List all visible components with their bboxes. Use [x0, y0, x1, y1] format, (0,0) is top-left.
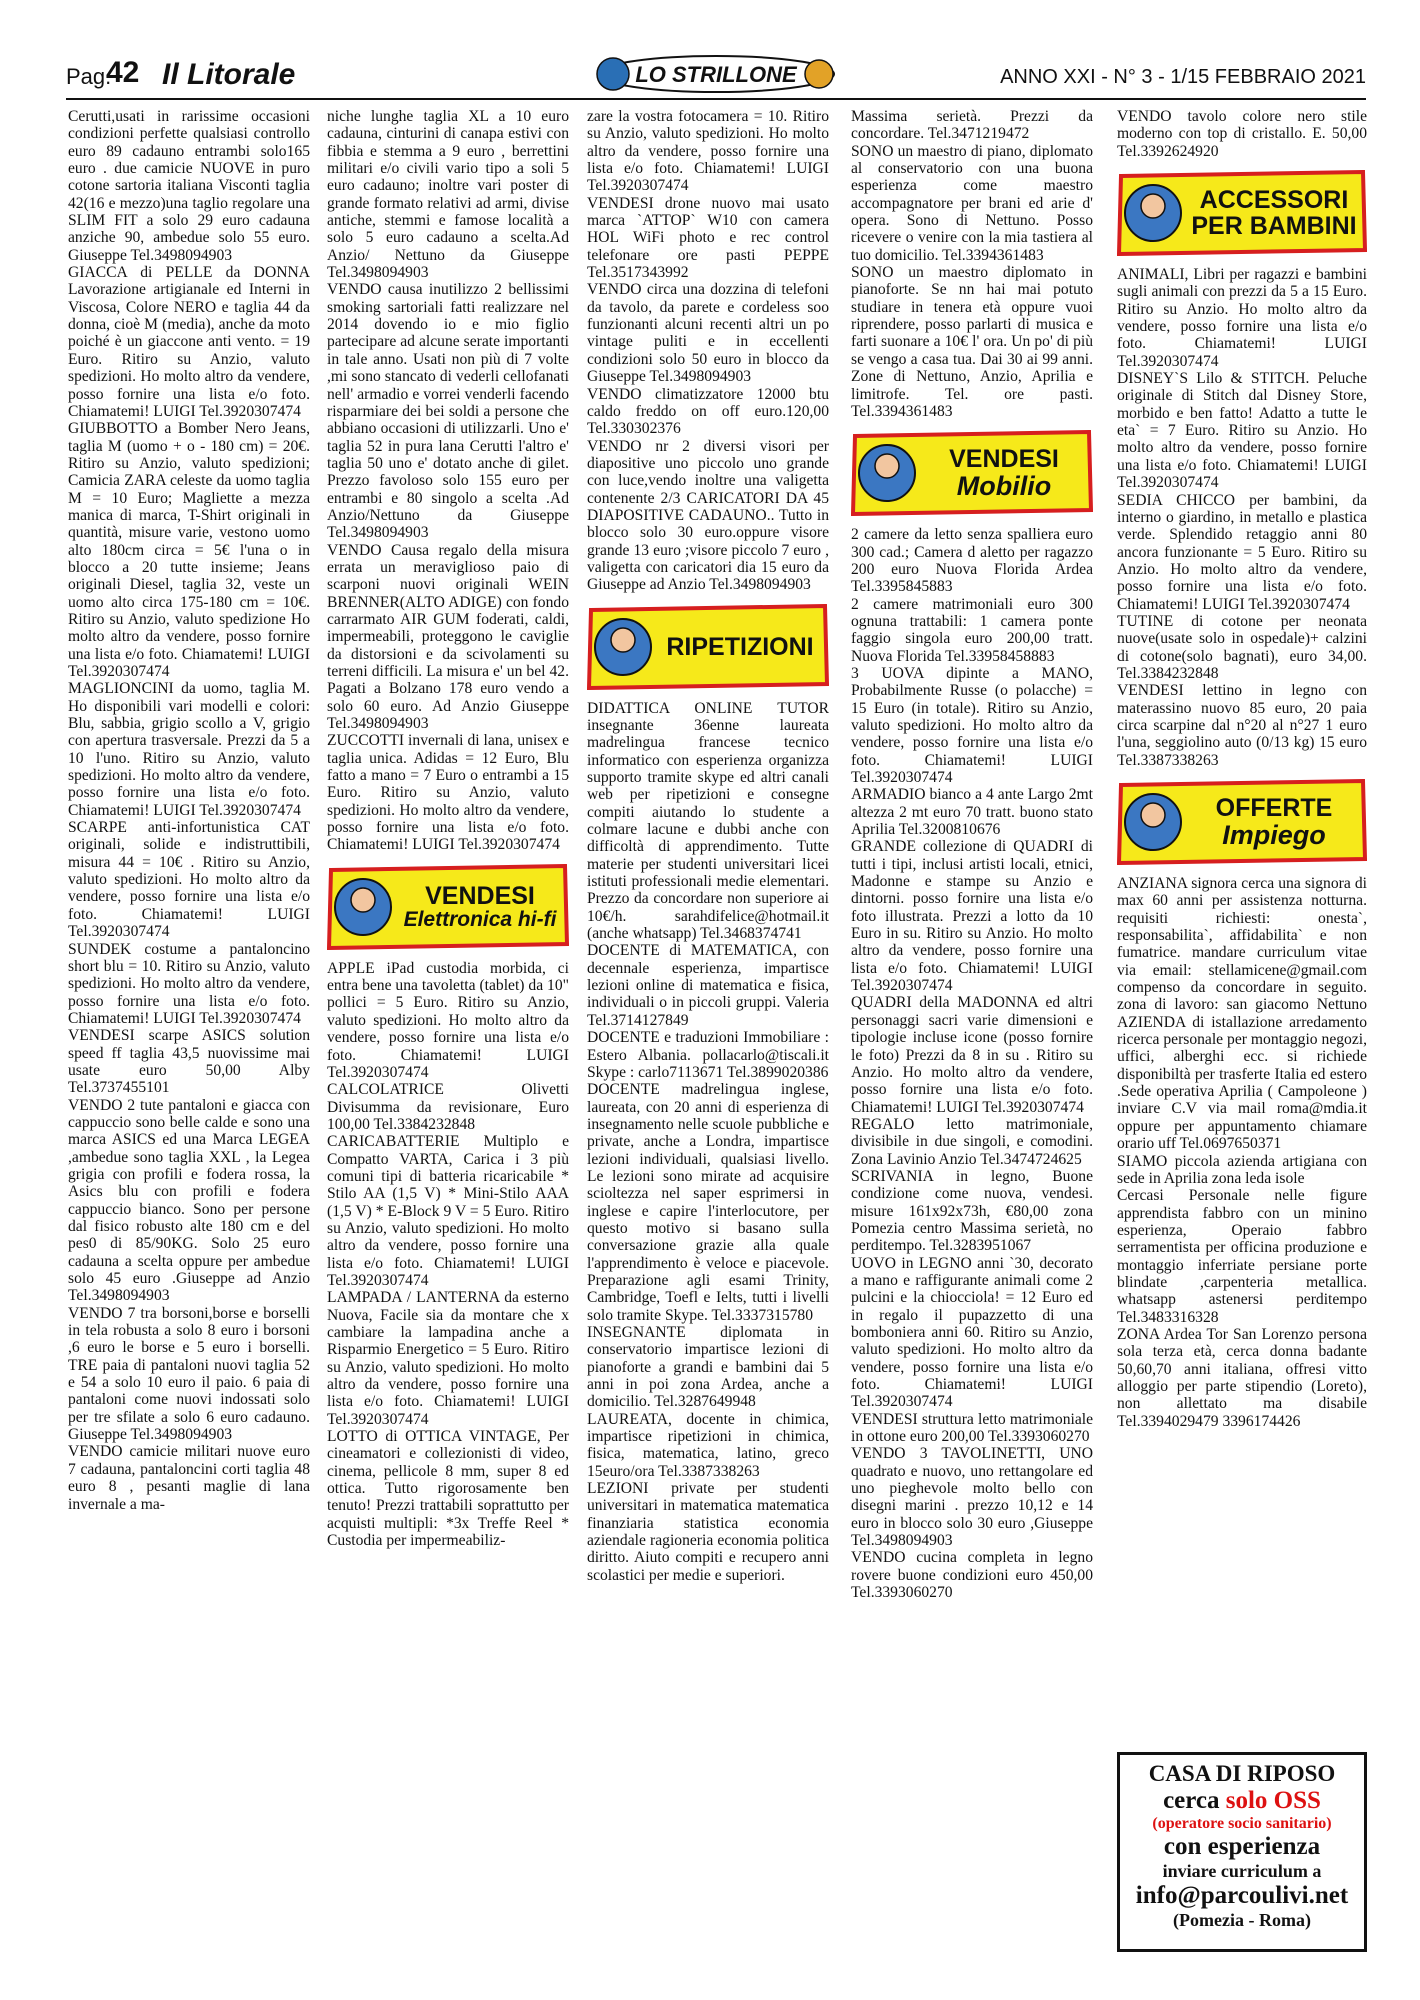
ad-item: VENDESI drone nuovo mai usato marca `ATTOP` W10 con camera HOL WiFi photo e rec control telefonare ore pasti PEPPE Tel.3517343992	[587, 194, 829, 282]
ad-item: GRANDE collezione di QUADRI di tutti i tipi, inclusi artisti locali, etnici, Madonne e stampe su Anzio e dintorni. posso fornire una lista e/o foto illustrata. Prezzi a lotto da 10 Euro in su. Ritiro su Anzio. Ho molto altro da vendere, posso fornire una lista e/o foto. Chiamatemi! LUIGI Tel.3920307474	[851, 838, 1093, 995]
ad-item: Massima serietà. Prezzi da concordare. Tel.3471219472	[851, 108, 1093, 143]
ad-item: LAUREATA, docente in chimica, impartisce ripetizioni in chimica, fisica, matematica, latino, greco 15euro/ora Tel.3387338263	[587, 1410, 829, 1480]
ad-item: MAGLIONCINI da uomo, taglia M. Ho disponibili vari modelli e colori: Blu, sabbia, grigio scollo a V, grigio con apertura trasversale. Prezzi da 5 a 10 l'uno. Ritiro su Anzio, valuto spedizioni. Ho molto altro da vendere, posso fornire una lista e/o foto. Chiamatemi! LUIGI Tel.3920307474	[68, 680, 310, 819]
ad-item: LAMPADA / LANTERNA da esterno Nuova, Facile sia da montare che x cambiare la lampadina anche a Risparmio Energetico = 5 Euro. Ritiro su Anzio, valuto spedizioni. Ho molto altro da vendere, posso fornire una lista e/o foto. Chiamatemi! LUIGI Tel.3920307474	[327, 1289, 569, 1428]
column-5	[1117, 108, 1367, 1430]
ad-item: DISNEY`S Lilo & STITCH. Peluche originale di Stitch dal Disney Store, morbido e ben fatto! Adatto a tutte le eta` = 7 Euro. Ritiro su Anzio. Ho molto altro da vendere, posso fornire una lista e/o foto. Chiamatemi! LUIGI Tel.3920307474	[1117, 370, 1367, 492]
ad-item: APPLE iPad custodia morbida, ci entra bene una tavoletta (tablet) da 10" pollici = 5 Euro. Ritiro su Anzio, valuto spedizioni. Ho molto altro da vendere, posso fornire una lista e/o foto. Chiamatemi! LUIGI Tel.3920307474	[327, 959, 569, 1081]
masthead: Il Litorale	[162, 58, 296, 91]
strillone-logo-icon	[591, 52, 841, 96]
banner-title: OFFERTE	[1215, 793, 1333, 822]
column-4	[851, 108, 1093, 1602]
banner-subtitle: Impiego	[1222, 819, 1326, 850]
banner-subtitle: Elettronica hi-fi	[403, 907, 557, 931]
ad-item: Cerutti,usati in rarissime occasioni condizioni perfette qualsiasi controllo euro 89 cadauno entrambi solo165 euro . due camicie NUOVE in puro cotone sartoria italiana Visconti taglia 42(16 e mezzo)una taglio regolare una SLIM FIT a solo 29 euro cadauna anziche 90, ambedue solo 55 euro. Giuseppe Tel.3498094903	[68, 108, 310, 264]
ad-box-esperienza: con esperienza	[1163, 1833, 1321, 1860]
ad-item: VENDO nr 2 diversi visori per diapositive uno piccolo uno grande con luce,vendo inoltre una valigetta contenente 2/3 CARICATORI DA 45 DIAPOSITIVE CADAUNO.. Tutto in blocco solo 30 euro.oppure visore grande 13 euro ;visore piccolo 7 euro , valigetta con caricatori dia 15 euro da Giuseppe ad Anzio Tel.3498094903	[587, 437, 829, 594]
ad-item: SUNDEK costume a pantaloncino short blu = 10. Ritiro su Anzio, valuto spedizioni. Ho molto altro da vendere, posso fornire una lista e/o foto. Chiamatemi! LUIGI Tel.3920307474	[68, 940, 310, 1027]
column-1	[68, 108, 310, 1513]
ad-item: ANIMALI, Libri per ragazzi e bambini sugli animali con prezzi da 5 a 15 Euro. Ritiro su Anzio. Ho molto altro da vendere, posso fornire una lista e/o foto. Chiamatemi! LUIGI Tel.3920307474	[1117, 266, 1367, 370]
ad-item: SCRIVANIA in legno, Buone condizione come nuova, vendesi. misure 161x92x73h, €80,00 zona Pomezia centro Massima serietà, no perditempo. Tel.3283951067	[851, 1167, 1093, 1255]
ad-item: DOCENTE madrelingua inglese, laureata, con 20 anni di esperienza di insegnamento nelle scuole pubbliche e private, anche a Londra, impartisce lezioni individuali, qualsiasi livello. Le lezioni sono mirate ad acquisire scioltezza nel saper esprimersi in inglese e capire l'interlocutore, per questo motivo si basano sulla conversazione grazie alla quale l'apprendimento è veloce e piacevole. Preparazione agli esami Trinity, Cambridge, Toefl e Ielts, tutti i livelli solo tramite Skype. Tel.3337315780	[587, 1081, 829, 1324]
ad-item: DOCENTE di MATEMATICA, con decennale esperienza, impartisce lezioni online di matematica e fisica, individuali o in piccoli gruppi. Valeria Tel.3714127849	[587, 942, 829, 1029]
ad-item: SONO un maestro di piano, diplomato al conservatorio con una buona esperienza come maestro accompagnatore per brani ed arie d' opera. Sono di Nettuno. Posso ricevere o venire con la mia tastiera al tuo domicilio. Tel.3394361483	[851, 142, 1093, 264]
ad-item: VENDO cucina completa in legno rovere buone condizioni euro 450,00 Tel.3393060270	[851, 1549, 1093, 1602]
column-3	[587, 108, 829, 1584]
banner-title: VENDESI	[949, 444, 1059, 473]
ad-item: VENDO tavolo colore nero stile moderno con top di cristallo. E. 50,00 Tel.3392624920	[1117, 108, 1367, 160]
ad-box-oss-desc: (operatore socio sanitario)	[1152, 1815, 1332, 1832]
ad-item: VENDESI lettino in legno con materassino nuovo 85 euro, 20 paia circa scarpine dal n°20 al n°27 1 euro l'una, seggiolino auto (0/13 kg) 15 euro Tel.3387338263	[1117, 682, 1367, 769]
ad-item: ZONA Ardea Tor San Lorenzo persona sola terza età, cerca donna badante 50,60,70 anni italiana, offresi vitto alloggio per parte stipendio (Loreto), non allettato ma disabile Tel.3394029479 3396174426	[1117, 1325, 1367, 1430]
ad-item: ARMADIO bianco a 4 ante Largo 2mt altezza 2 mt euro 70 tratt. buono stato Aprilia Tel.3200810676	[851, 786, 1093, 839]
ad-item: SONO un maestro diplomato in pianoforte. Se nn hai mai potuto studiare in tenera età oppure vuoi riprendere, posso parlarti di musica e farti suonare a 10€ l' ora. Un po' di più se vengo a casa tua. Dai 30 ai 99 anni. Zone di Nettuno, Anzio, Aprilia e limitrofe. Tel. ore pasti. Tel.3394361483	[851, 264, 1093, 420]
ad-item: VENDESI struttura letto matrimoniale in ottone euro 200,00 Tel.3393060270	[851, 1410, 1093, 1446]
ad-box-cerca: cerca	[1163, 1787, 1220, 1814]
page-header	[66, 58, 1366, 100]
ad-item: 2 camere da letto senza spalliera euro 300 cad.; Camera d aletto per ragazzo 200 euro Nuova Florida Ardea Tel.3395845883	[851, 526, 1093, 596]
logo-text: LO STRILLONE	[635, 62, 797, 87]
ad-item: INSEGNANTE diplomata in conservatorio impartisce lezioni di pianoforte a grandi e bambini dai 5 anni in poi zona Ardea, anche a domicilio. Tel.3287649948	[587, 1324, 829, 1411]
ad-item: SEDIA CHICCO per bambini, da interno o giardino, in metallo e plastica verde. Splendido retaggio anni 80 ancora funzionante = 5 Euro. Ritiro su Anzio. Ho molto altro da vendere, posso fornire una lista e/o foto. Chiamatemi! LUIGI Tel.3920307474	[1117, 491, 1367, 613]
ad-item: GIACCA di PELLE da DONNA Lavorazione artigianale ed Interni in Viscosa, Colore NERO e taglia 44 da donna, cioè M (media), anche da moto poiché è un giaccone anti vento. = 19 Euro. Ritiro su Anzio, valuto spedizioni. Ho molto altro da vendere, posso fornire una lista e/o foto. Chiamatemi! LUIGI Tel.3920307474	[68, 264, 310, 420]
ad-item: VENDO Causa regalo della misura errata un meraviglioso paio di scarponi nuovi originali WEIN BRENNER(ALTO ADIGE) con fondo carrarmato AIR GUM foderati, caldi, impermeabili, proteggono le caviglie da distorsioni e da scivolamenti su terreni difficili. La misura e' un bel 42. Pagati a Bolzano 178 euro vendo a solo 60 euro. Ad Anzio Giuseppe Tel.3498094903	[327, 541, 569, 733]
ad-item: VENDESI scarpe ASICS solution speed ff taglia 43,5 nuovissime mai usate euro 50,00 Alby Tel.3737455101	[68, 1027, 310, 1097]
ad-item: VENDO causa inutilizzo 2 bellissimi smoking sartoriali fatti realizzare nel 2014 dovendo io e mio figlio partecipare ad alcune serate importanti in tale anno. Usati non più di 7 volte ,mi sono stancato di vederli cellofanati nell' armadio e vorrei venderli facendo risparmiare dei bei soldi a persone che abbiano occasioni di utilizzarli. Uno e' taglia 52 in pura lana Cerutti l'altro e' taglia 50 uno e' dotato anche di gilet. Prezzo favoloso solo 155 euro per entrambi e 80 singolo a scelta .Ad Anzio/Nettuno da Giuseppe Tel.3498094903	[327, 281, 569, 542]
banner-title: VENDESI	[425, 881, 535, 910]
page-number: 42	[106, 56, 140, 89]
ad-item: VENDO camicie militari nuove euro 7 cadauna, pantaloncini corti taglia 48 euro 8 , pesanti maglie di lana invernale a ma-	[68, 1443, 310, 1513]
column-2	[327, 108, 569, 1549]
ad-item: VENDO circa una dozzina di telefoni da tavolo, da parete e cordeless soo funzionanti alcuni recenti altri un po vintage puliti e in eccellenti condizioni solo 50 euro in blocco da Giuseppe Tel.3498094903	[587, 281, 829, 386]
banner-ripetizioni	[587, 604, 829, 690]
ad-item: SCARPE anti-infortunistica CAT originali, solide e indistruttibili, misura 44 = 10€ . Ritiro su Anzio, valuto spedizioni. Ho molto altro da vendere, posso fornire una lista e/o foto. Chiamatemi! LUIGI Tel.3920307474	[68, 819, 310, 941]
ad-item: TUTINE di cotone per neonata nuove(usate solo in ospedale)+ calzini di cotone(solo bagnati), euro 34,00. Tel.3384232848	[1117, 612, 1367, 682]
ad-item: QUADRI della MADONNA ed altri personaggi sacri varie dimensioni e tipologie incluse icone (posso fornire le foto) Prezzi da 8 in su . Ritiro su Anzio. Ho molto altro da vendere, posso fornire una lista e/o foto. Chiamatemi! LUIGI Tel.3920307474	[851, 994, 1093, 1116]
ad-item: CALCOLATRICE Olivetti Divisumma da revisionare, Euro 100,00 Tel.3384232848	[327, 1081, 569, 1133]
ad-item: DOCENTE e traduzioni Immobiliare : Estero Albania. pollacarlo@tiscali.it Skype : carlo7113671 Tel.3899020386	[587, 1029, 829, 1081]
page-label: Pag.	[66, 64, 112, 89]
ad-box-oss: solo OSS	[1225, 1787, 1321, 1814]
ad-box-email[interactable]: info@parcoulivi.net	[1135, 1882, 1349, 1909]
ad-item: Cercasi Personale nelle figure apprendista fabbro con un minino esperienza, Operaio fabbro serramentista per officina produzione e montaggio inferriate persiane porte blindate ,carpenteria metallica. whatsapp astenersi perditempo Tel.3483316328	[1117, 1187, 1367, 1326]
banner-elettronica	[327, 864, 569, 950]
ad-item: ZUCCOTTI invernali di lana, unisex e taglia unica. Adidas = 12 Euro, Blu fatto a mano = 7 Euro o entrambi a 15 Euro. Ritiro su Anzio, valuto spedizioni. Ho molto altro da vendere, posso fornire una lista e/o foto. Chiamatemi! LUIGI Tel.3920307474	[327, 732, 569, 854]
ad-item: REGALO letto matrimoniale, divisibile in due singoli, e comodini. Zona Lavinio Anzio Tel.3474724625	[851, 1115, 1093, 1168]
ad-item: LOTTO di OTTICA VINTAGE, Per cineamatori e collezionisti di video, cinema, pellicole 8 mm, super 8 ed ottica. Tutto rigorosamente ben tenuto! Prezzi trattabili soprattutto per acquisti multipli: *3x Treffe Reel * Custodia per impermeabiliz-	[327, 1428, 569, 1550]
ad-item: 3 UOVA dipinte a MANO, Probabilmente Russe (o polacche) = 15 Euro (in totale). Ritiro su Anzio, valuto spedizioni. Ho molto altro da vendere, posso fornire una lista e/o foto. Chiamatemi! LUIGI Tel.3920307474	[851, 664, 1093, 786]
banner-accessori-bambini	[1117, 170, 1367, 256]
ad-item: GIUBBOTTO a Bomber Nero Jeans, taglia M (uomo + o - 180 cm) = 20€. Ritiro su Anzio, valuto spedizioni; Camicia ZARA celeste da uomo taglia M = 10 Euro; Magliette a mezza manica di marca, T-Shirt originali in quantità, misure varie, vestono uomo alto 180cm circa = 5€ l'una o in blocco a 20 tutte insieme; Jeans originali Diesel, taglia 32, veste un uomo alto circa 175-180 cm = 10€. Ritiro su Anzio, valuto spedizione Ho molto altro da vendere, posso fornire una lista e/o foto. Chiamatemi! LUIGI Tel.3920307474	[68, 420, 310, 680]
ad-box-title: CASA DI RIPOSO	[1148, 1761, 1336, 1786]
ad-item: VENDO 2 tute pantaloni e giacca con cappuccio sono belle calde e sono una marca ASICS ed una Marca LEGEA ,ambedue sono taglia XXL , la Legea grigia con profili e fodera rossa, la Asics blu con profili e fodera cappuccio bianco. Sono per persone dal fisico robusto alte 180 cm e del pes0 di 85/90KG. Solo 25 euro cadauna a scelta oppure per ambedue solo 45 euro .Giuseppe ad Anzio Tel.3498094903	[68, 1096, 310, 1305]
ad-item: DIDATTICA ONLINE TUTOR insegnante 36enne laureata madrelingua francese tecnico informatico con esperienza organizza supporto tramite skype ed altri canali web per ripetizioni e consegne compiti aiutando lo studente a colmare lacune e dubbi anche con difficoltà di apprendimento. Tutte materie per studenti universitari licei istituti professionali medie elementari. Prezzo da concordare non superiore ai 10€/h. sarahdifelice@hotmail.it (anche whatsapp) Tel.3468374741	[587, 699, 829, 943]
banner-title: RIPETIZIONI	[666, 632, 814, 661]
banner-mobilio	[851, 430, 1093, 516]
ad-box-inviare: inviare curriculum a	[1162, 1861, 1322, 1881]
banner-offerte-impiego	[1117, 779, 1367, 865]
ad-item: VENDO 3 TAVOLINETTI, UNO quadrato e nuovo, uno rettangolare ed uno pieghevole molto bello con disegni marini . prezzo 10,12 e 14 euro in blocco solo 30 euro ,Giuseppe Tel.3498094903	[851, 1445, 1093, 1550]
ad-item: CARICABATTERIE Multiplo e Compatto VARTA, Carica i 3 più comuni tipi di batteria ricaricabile * Stilo AA (1,5 V) * Mini-Stilo AAA (1,5 V) * E-Block 9 V = 5 Euro. Ritiro su Anzio, valuto spedizioni. Ho molto altro da vendere, posso fornire una lista e/o foto. Chiamatemi! LUIGI Tel.3920307474	[327, 1133, 569, 1289]
ad-item: SIAMO piccola azienda artigiana con sede in Aprilia zona leda isole	[1117, 1152, 1367, 1187]
ad-item: 2 camere matrimoniali euro 300 ognuna trattabili: 1 camera ponte faggio singola euro 200,00 tratt. Nuova Florida Tel.33958458883	[851, 595, 1093, 665]
ad-item: VENDO climatizzatore 12000 btu caldo freddo on off euro.120,00 Tel.330302376	[587, 385, 829, 438]
ad-item: LEZIONI private per studenti universitari in matematica matematica finanziaria statistica economia aziendale ragioneria economia politica diritto. Aiuto compiti e recupero anni scolastici per medie e superiori.	[587, 1480, 829, 1584]
ad-item: ANZIANA signora cerca una signora di max 60 anni per assistenza notturna. requisiti richiesti: onesta`, responsabilita`, affidabilita` e non fumatrice. mandare curriculum vitae via email: stellamicene@gmail.com compenso da concordare in seguito. zona di lavoro: san giacomo Nettuno AZIENDA di istallazione arredamento ricerca personale per montaggio negozi, uffici, alberghi ecc. si richiede disponibiltà per trasferte Italia ed estero .Sede operativa Aprilia ( Campoleone ) inviare C.V via mail roma@mdia.it oppure per appuntamento chiamare orario uff Tel.0697650371	[1117, 875, 1367, 1153]
ad-item: zare la vostra fotocamera = 10. Ritiro su Anzio, valuto spedizioni. Ho molto altro da vendere, posso fornire una lista e/o foto. Chiamatemi! LUIGI Tel.3920307474	[587, 108, 829, 195]
ad-box-location: (Pomezia - Roma)	[1173, 1910, 1311, 1930]
ad-item: UOVO in LEGNO anni `30, decorato a mano e raffigurante animali come 2 pulcini e la chiocciola! = 12 Euro ed in regalo il pupazzetto di una bomboniera anni 60. Ritiro su Anzio, valuto spedizioni. Ho molto altro da vendere, posso fornire una lista e/o foto. Chiamatemi! LUIGI Tel.3920307474	[851, 1254, 1093, 1411]
banner-title: ACCESSORI	[1199, 185, 1349, 214]
ad-item: VENDO 7 tra borsoni,borse e borselli in tela robusta a solo 8 euro i borsoni ,6 euro le borse e 5 euro i borselli. TRE paia di pantaloni nuovi taglia 52 e 54 a solo 10 euro il paio. 6 paia di pantaloni come nuovi indossati solo per tre sfilate a solo 6 euro cadauno. Giuseppe Tel.3498094903	[68, 1304, 310, 1444]
banner-subtitle: PER BAMBINI	[1191, 212, 1357, 241]
dateline: ANNO XXI - N° 3 - 1/15 FEBBRAIO 2021	[1000, 66, 1366, 88]
ad-item: niche lunghe taglia XL a 10 euro cadauna, cinturini di canapa estivi con fibbia e stemma a 9 euro , berrettini militari e/o civili vario tipo a soli 5 euro cadauno; inoltre vari poster di grande formato relativi ad armi, divise antiche, stemmi e famose località a solo 5 euro cadauno a scelta.Ad Anzio/ Nettuno da Giuseppe Tel.3498094903	[327, 108, 569, 282]
banner-subtitle: Mobilio	[956, 471, 1052, 502]
casa-di-riposo-ad	[1117, 1752, 1367, 1952]
